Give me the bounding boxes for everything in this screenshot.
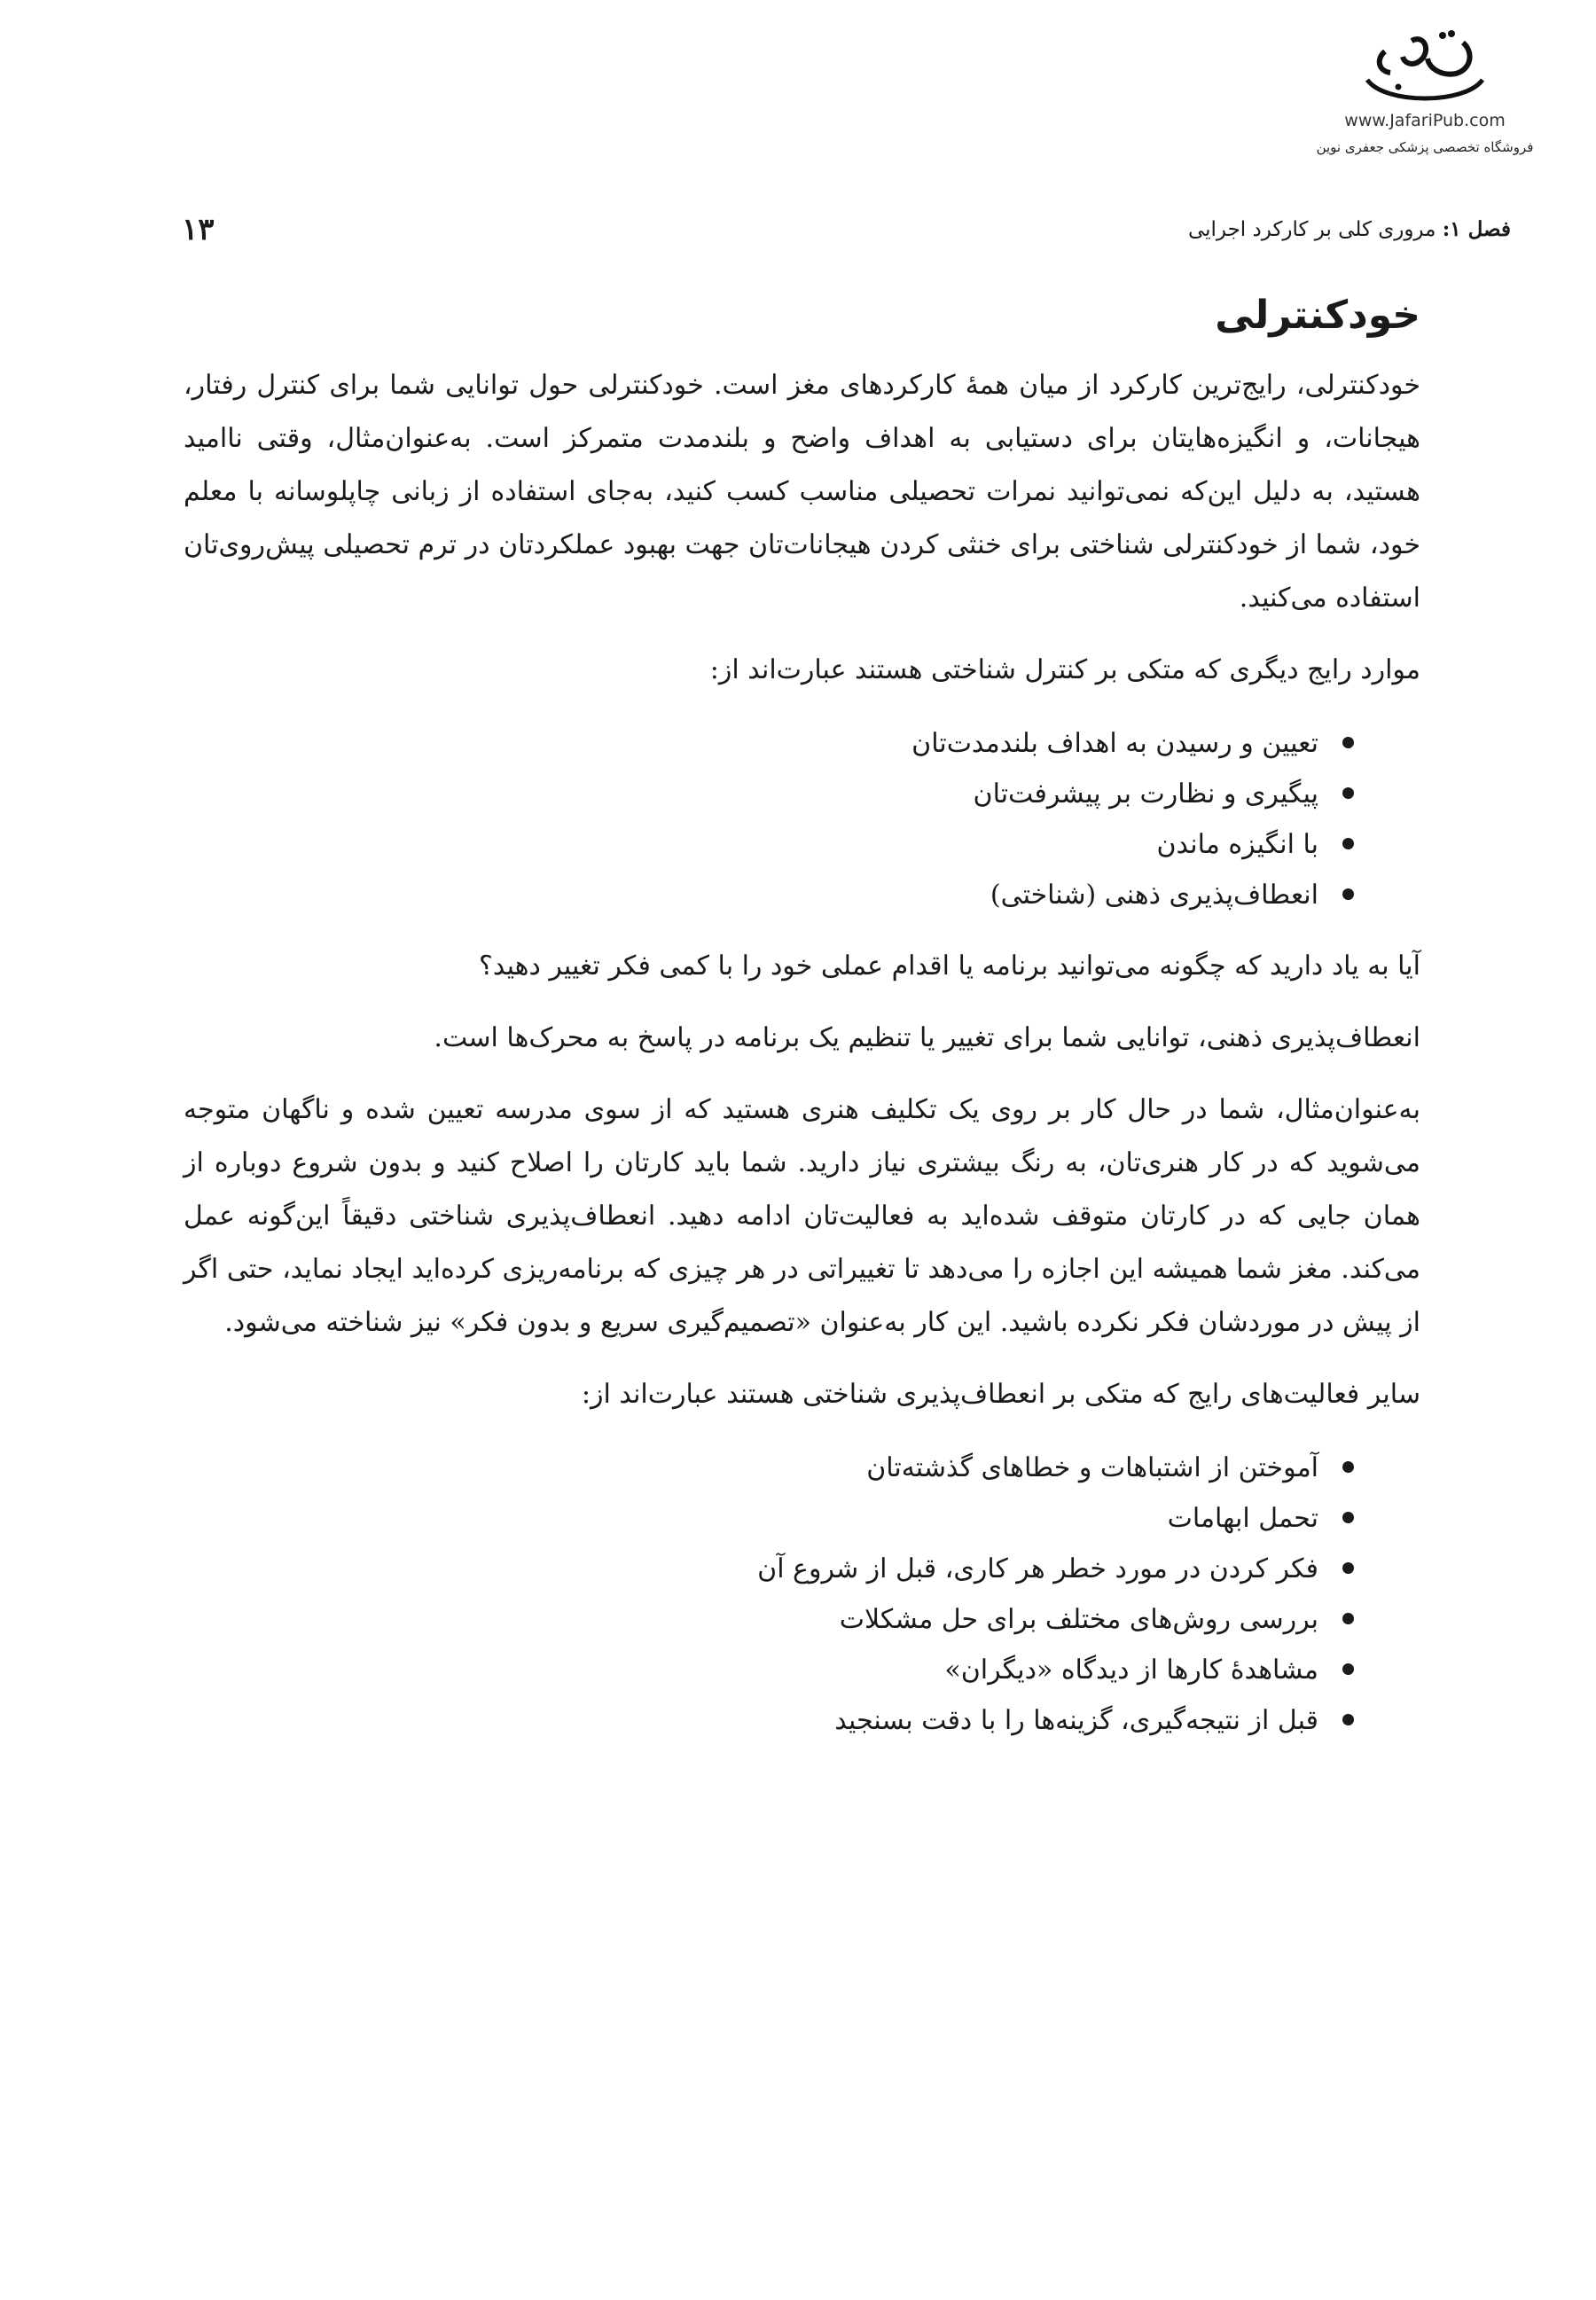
chapter-label: فصل ۱:	[1442, 217, 1511, 241]
list-item-text: مشاهدهٔ کارها از دیدگاه «دیگران»	[944, 1654, 1318, 1686]
flexibility-list	[184, 1443, 1420, 1746]
running-head	[182, 212, 1511, 251]
list2-intro: سایر فعالیت‌های رایج که متکی بر انعطاف‌پذیری شناختی هستند عبارت‌اند از:	[581, 1378, 1420, 1410]
list-item-text: تعیین و رسیدن به اهداف بلندمدت‌تان	[911, 727, 1318, 759]
list-item-text: بررسی روش‌های مختلف برای حل مشکلات	[839, 1603, 1318, 1635]
question-paragraph: آیا به یاد دارید که چگونه می‌توانید برنامه یا اقدام عملی خود را با کمی فکر تغییر دهید؟	[478, 950, 1420, 982]
list-item-text: تحمل ابهامات	[1167, 1502, 1318, 1534]
bullet-icon	[1342, 1663, 1354, 1675]
list-item-text: قبل از نتیجه‌گیری، گزینه‌ها را با دقت بسنجید	[834, 1704, 1318, 1736]
list-item	[184, 1493, 1354, 1544]
bullet-icon	[1342, 1461, 1354, 1473]
page-content	[184, 293, 1420, 1765]
list-item-text: آموختن از اشتباهات و خطاهای گذشته‌تان	[866, 1451, 1318, 1483]
list-item	[184, 769, 1354, 819]
chapter-heading	[1188, 217, 1511, 241]
list-item-text: انعطاف‌پذیری ذهنی (شناختی)	[990, 879, 1318, 911]
chapter-title: مروری کلی بر کارکرد اجرایی	[1187, 218, 1436, 241]
list-item	[184, 1594, 1354, 1645]
bullet-icon	[1342, 737, 1354, 748]
list1-intro: موارد رایج دیگری که متکی بر کنترل شناختی هستند عبارت‌اند از:	[709, 653, 1420, 685]
bullet-icon	[1342, 787, 1354, 799]
list-item	[184, 1645, 1354, 1695]
definition-paragraph: انعطاف‌پذیری ذهنی، توانایی شما برای تغییر یا تنظیم یک برنامه در پاسخ به محرک‌ها است.	[434, 1021, 1420, 1053]
intro-paragraph: خودکنترلی، رایج‌ترین کارکرد از میان همهٔ کارکردهای مغز است. خودکنترلی حول توانایی شما برای کنترل رفتار، هیجانات، و انگیزه‌هایتان برای دستیابی به اهداف واضح و بلندمدت متمرکز است. به‌عنوان‌مثال، وقتی ناامید هستید، به دلیل این‌که نمی‌توانید نمرات تحصیلی مناسب کسب کنید، به‌جای استفاده از زبانی چاپلوسانه با معلم خود، شما از خودکنترلی شناختی برای خنثی کردن هیجانات‌تان جهت بهبود عملکردتان در ترم تحصیلی پیش‌روی‌تان استفاده می‌کنید.	[184, 369, 1420, 614]
bullet-icon	[1342, 1562, 1354, 1574]
list-item	[184, 870, 1354, 920]
list-item-text: پیگیری و نظارت بر پیشرفت‌تان	[973, 778, 1318, 810]
section-title: خودکنترلی	[1215, 293, 1420, 338]
list-item-text: فکر کردن در مورد خطر هر کاری، قبل از شروع آن	[757, 1553, 1318, 1584]
bullet-icon	[1342, 1714, 1354, 1725]
list-item	[184, 1544, 1354, 1594]
list-item	[184, 718, 1354, 769]
example-paragraph: به‌عنوان‌مثال، شما در حال کار بر روی یک تکلیف هنری هستید که از سوی مدرسه تعیین شده و ناگهان متوجه می‌شوید که در کار هنری‌تان، به رنگ بیشتری نیاز دارید. شما باید کارتان را اصلاح کنید و بدون شروع دوباره از همان جایی که در کارتان متوقف شده‌اید به فعالیت‌تان ادامه دهید. انعطاف‌پذیری شناختی دقیقاً این‌گونه عمل می‌کند. مغز شما همیشه این اجازه را می‌دهد تا تغییراتی در هر چیزی که برنامه‌ریزی کرده‌اید ایجاد نماید، حتی اگر از پیش در موردشان فکر نکرده باشید. این کار به‌عنوان «تصمیم‌گیری سریع و بدون فکر» نیز شناخته می‌شود.	[184, 1093, 1420, 1338]
publisher-url: www.JafariPub.com	[1344, 111, 1506, 130]
publisher-store-name: فروشگاه تخصصی پزشکی جعفری نوین	[1316, 139, 1534, 155]
publisher-emblem-icon	[1358, 25, 1491, 109]
list-item-text: با انگیزه ماندن	[1156, 828, 1318, 860]
bullet-icon	[1342, 838, 1354, 849]
list-item	[184, 1695, 1354, 1746]
bullet-icon	[1342, 1613, 1354, 1624]
publisher-logo	[1314, 25, 1536, 155]
page-number: ۱۳	[182, 212, 215, 247]
bullet-icon	[1342, 1512, 1354, 1523]
bullet-icon	[1342, 888, 1354, 900]
list-item	[184, 1443, 1354, 1493]
list-item	[184, 819, 1354, 870]
cognitive-control-list	[184, 718, 1420, 920]
